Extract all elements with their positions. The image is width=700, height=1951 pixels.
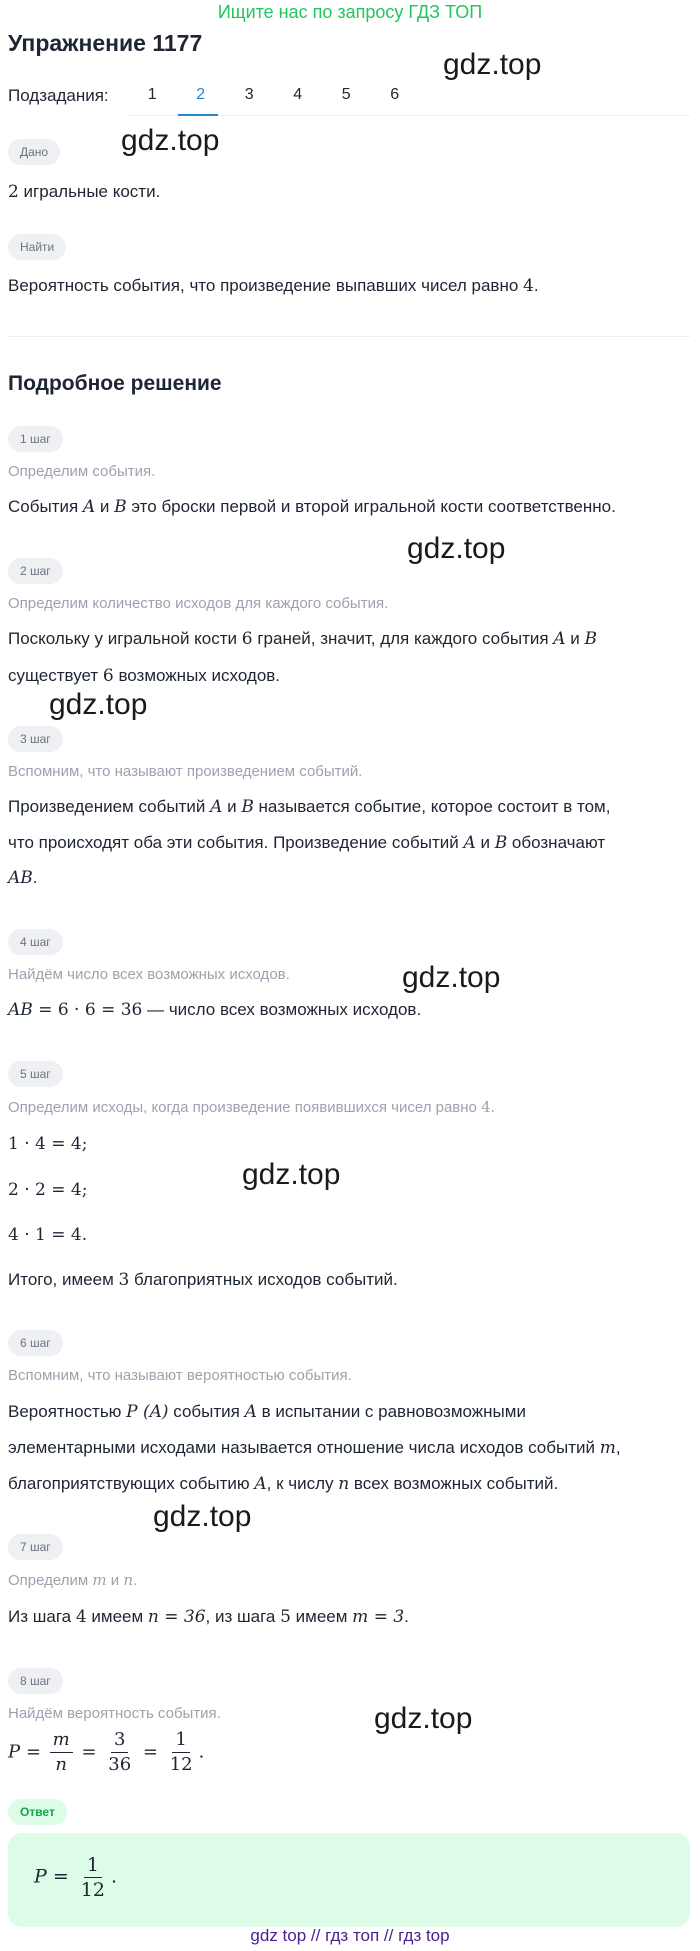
step-7-desc: Определим m и n.: [8, 1571, 138, 1589]
step-3-text-line2: что происходят оба эти события. Произведение событий A и B обозначают: [8, 833, 606, 853]
tab-4[interactable]: 4: [293, 86, 303, 103]
step-5-eq-3: 4 · 1 = 4.: [8, 1225, 88, 1245]
step-6-text-line1: Вероятностью P (A) события A в испытании с равновозможными: [8, 1402, 526, 1422]
tab-5[interactable]: 5: [341, 86, 351, 103]
given-chip: Дано: [8, 139, 60, 165]
footer-links[interactable]: gdz top // гдз топ // гдз top: [250, 1926, 450, 1945]
watermark: gdz.top: [242, 1158, 341, 1191]
step-3-text-line3: AB.: [8, 868, 38, 888]
answer-chip: Ответ: [8, 1799, 67, 1825]
tab-1[interactable]: 1: [147, 86, 157, 103]
step-7-text: Из шага 4 имеем n = 36, из шага 5 имеем m = 3.: [8, 1607, 409, 1627]
tab-3[interactable]: 3: [244, 86, 254, 103]
watermark: gdz.top: [121, 124, 220, 157]
find-text: Вероятность события, что произведение выпавших чисел равно 4.: [8, 276, 539, 296]
step-3-desc: Вспомним, что называют произведением событий.: [8, 763, 363, 780]
top-banner: Ищите нас по запросу ГДЗ ТОП: [217, 2, 483, 22]
step-4-text: AB = 6 · 6 = 36 — число всех возможных исходов.: [8, 1000, 422, 1020]
step-5-text: Итого, имеем 3 благоприятных исходов событий.: [8, 1270, 398, 1290]
active-tab-indicator: [178, 114, 218, 116]
step-8-formula: P = $\frac{m}{n}$ = $\frac{3}{36}$ = $\frac{1}{12}$ .: [8, 1729, 205, 1775]
subtask-tabs: [128, 86, 419, 104]
step-4-chip: 4 шаг: [8, 929, 63, 955]
divider: [8, 336, 690, 337]
watermark: gdz.top: [153, 1500, 252, 1533]
watermark: gdz.top: [402, 961, 501, 994]
step-1-text: События A и B это броски первой и второй игральной кости соответственно.: [8, 497, 616, 517]
answer-formula: P = $\frac{1}{12}$ .: [34, 1854, 118, 1901]
fraction: $\frac{3}{36}$: [108, 1729, 132, 1775]
step-4-desc: Найдём число всех возможных исходов.: [8, 966, 290, 983]
watermark: gdz.top: [407, 532, 506, 565]
solution-title: Подробное решение: [8, 372, 222, 395]
fraction: $\frac{1}{12}$: [169, 1729, 193, 1775]
step-6-chip: 6 шаг: [8, 1330, 63, 1356]
tab-2[interactable]: 2: [196, 86, 206, 103]
fraction: $\frac{1}{12}$: [80, 1854, 105, 1901]
step-8-desc: Найдём вероятность события.: [8, 1705, 221, 1722]
watermark: gdz.top: [49, 688, 148, 721]
step-2-text-line1: Поскольку у игральной кости 6 граней, значит, для каждого события A и B: [8, 629, 598, 649]
step-6-text-line3: благоприятствующих событию A, к числу n всех возможных событий.: [8, 1474, 559, 1494]
step-5-eq-2: 2 · 2 = 4;: [8, 1180, 88, 1200]
step-2-text-line2: существует 6 возможных исходов.: [8, 666, 281, 686]
tab-6[interactable]: 6: [390, 86, 400, 103]
page-title: Упражнение 1177: [8, 30, 203, 56]
step-6-text-line2: элементарными исходами называется отношение числа исходов событий m,: [8, 1438, 621, 1458]
step-2-desc: Определим количество исходов для каждого события.: [8, 595, 389, 612]
step-1-desc: Определим события.: [8, 463, 156, 480]
watermark: gdz.top: [443, 48, 542, 81]
step-2-chip: 2 шаг: [8, 558, 63, 584]
find-chip: Найти: [8, 234, 66, 260]
watermark: gdz.top: [374, 1702, 473, 1735]
step-5-chip: 5 шаг: [8, 1061, 63, 1087]
step-5-eq-1: 1 · 4 = 4;: [8, 1134, 88, 1154]
step-3-chip: 3 шаг: [8, 726, 63, 752]
subtasks-label: Подзадания:: [8, 86, 109, 105]
fraction: $\frac{m}{n}$: [50, 1728, 73, 1777]
step-1-chip: 1 шаг: [8, 426, 63, 452]
step-6-desc: Вспомним, что называют вероятностью события.: [8, 1367, 352, 1384]
answer-box: [8, 1833, 690, 1927]
step-3-text-line1: Произведением событий A и B называется событие, которое состоит в том,: [8, 797, 611, 817]
step-7-chip: 7 шаг: [8, 1534, 63, 1560]
given-text: 2 игральные кости.: [8, 182, 161, 202]
step-8-chip: 8 шаг: [8, 1668, 63, 1694]
step-5-desc: Определим исходы, когда произведение появившихся чисел равно 4.: [8, 1098, 495, 1116]
